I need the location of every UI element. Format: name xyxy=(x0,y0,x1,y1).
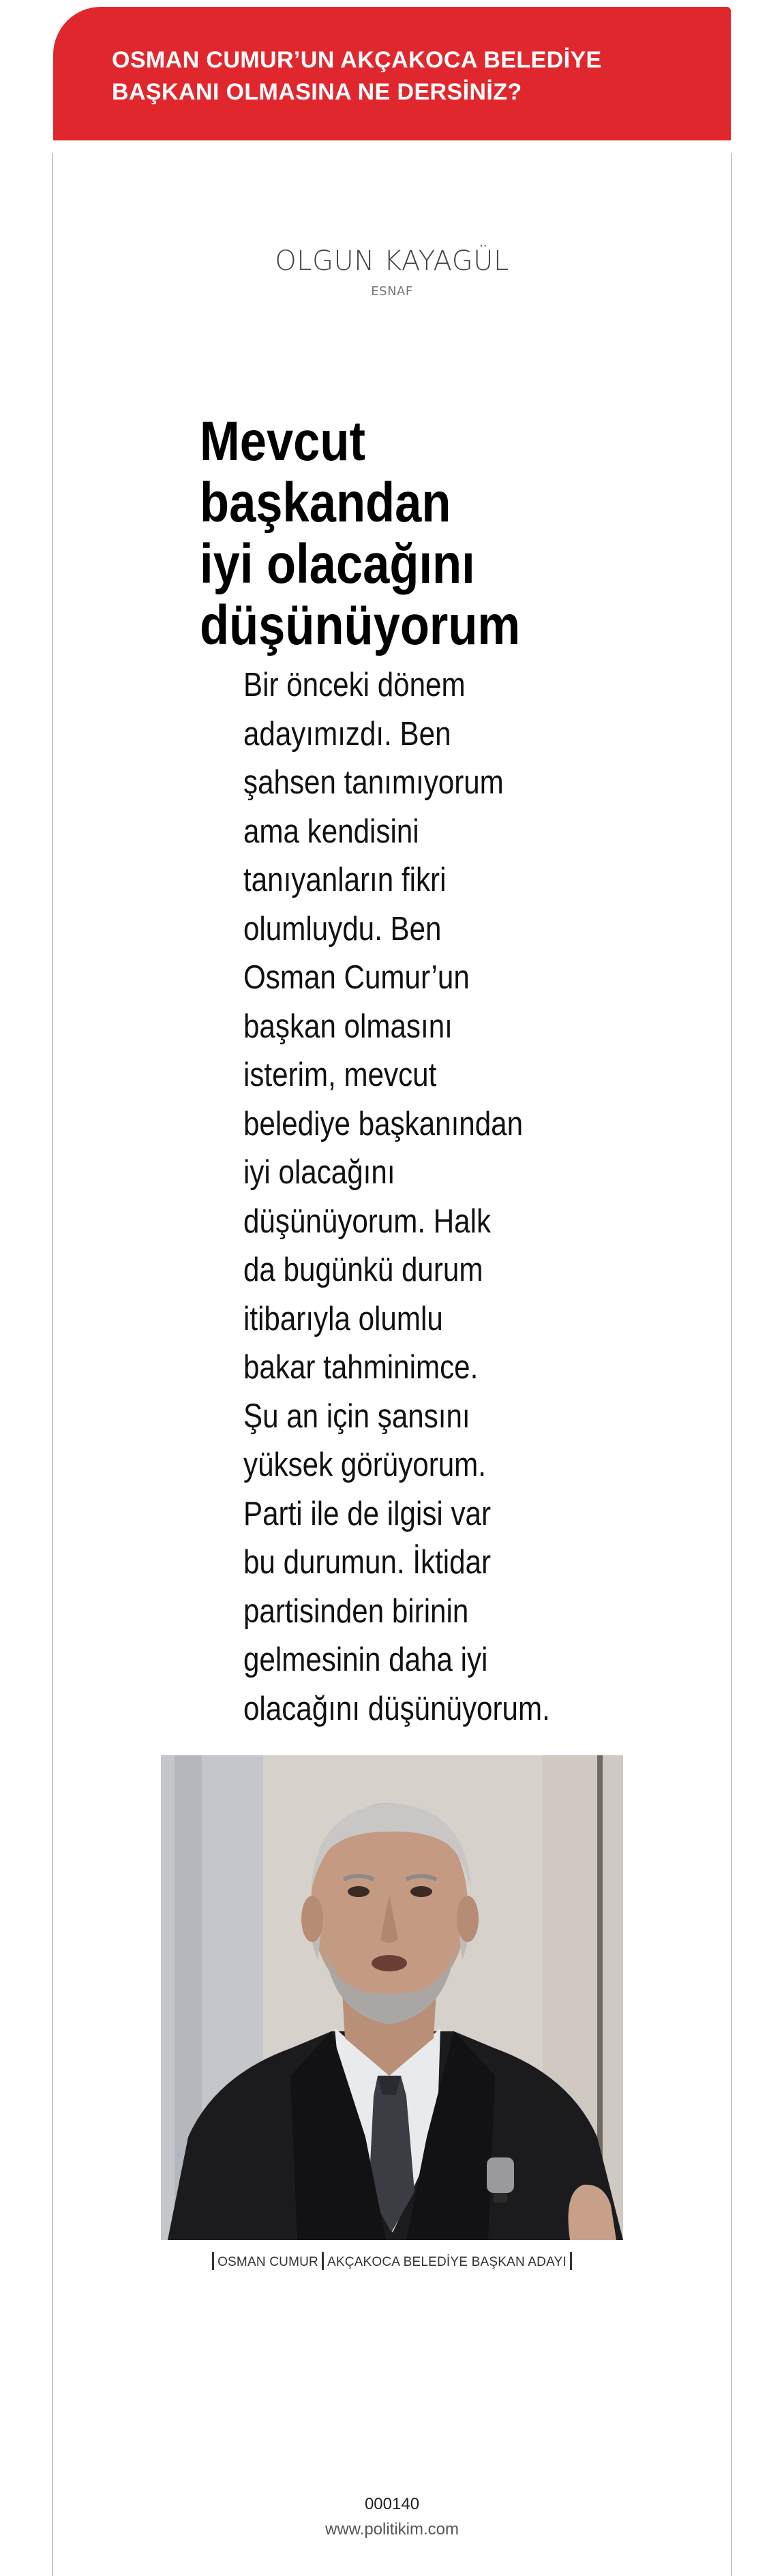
question-banner xyxy=(53,7,731,140)
frame-line-right xyxy=(731,153,732,2576)
person-name: OLGUN KAYAGÜL xyxy=(275,245,509,277)
candidate-photo xyxy=(161,1755,623,2240)
article-body: Bir önceki dönem adayımızdı. Ben şahsen tanımıyorum ama kendisini tanıyanların fikri olumluydu. Ben Osman Cumur’un başkan olmasını isterim, mevcut belediye başkanından iyi olacağını düşünüyorum. Halk da bugünkü durum itibarıyla olumlu bakar tahminimce. Şu an için şansını yüksek görüyorum. Parti ile de ilgisi var bu durumun. İktidar partisinden birinin gelmesinin daha iyi olacağını düşünüyorum. xyxy=(243,667,550,1727)
article-headline: Mevcut başkandan iyi olacağını düşünüyorum xyxy=(200,410,521,656)
banner-title: OSMAN CUMUR’UN AKÇAKOCA BELEDİYE BAŞKANI OLMASINA NE DERSİNİZ? xyxy=(112,47,602,105)
person-role: ESNAF xyxy=(371,284,413,299)
site-url: www.politikim.com xyxy=(325,2520,459,2539)
caption-divider xyxy=(322,2252,324,2270)
caption-name: OSMAN CUMUR xyxy=(217,2255,318,2270)
caption-divider xyxy=(212,2252,214,2270)
caption-title: AKÇAKOCA BELEDİYE BAŞKAN ADAYI xyxy=(327,2255,567,2270)
photo-caption xyxy=(0,2254,784,2271)
caption-divider xyxy=(570,2252,572,2270)
frame-line-left xyxy=(52,153,53,2576)
page-code: 000140 xyxy=(364,2495,420,2513)
